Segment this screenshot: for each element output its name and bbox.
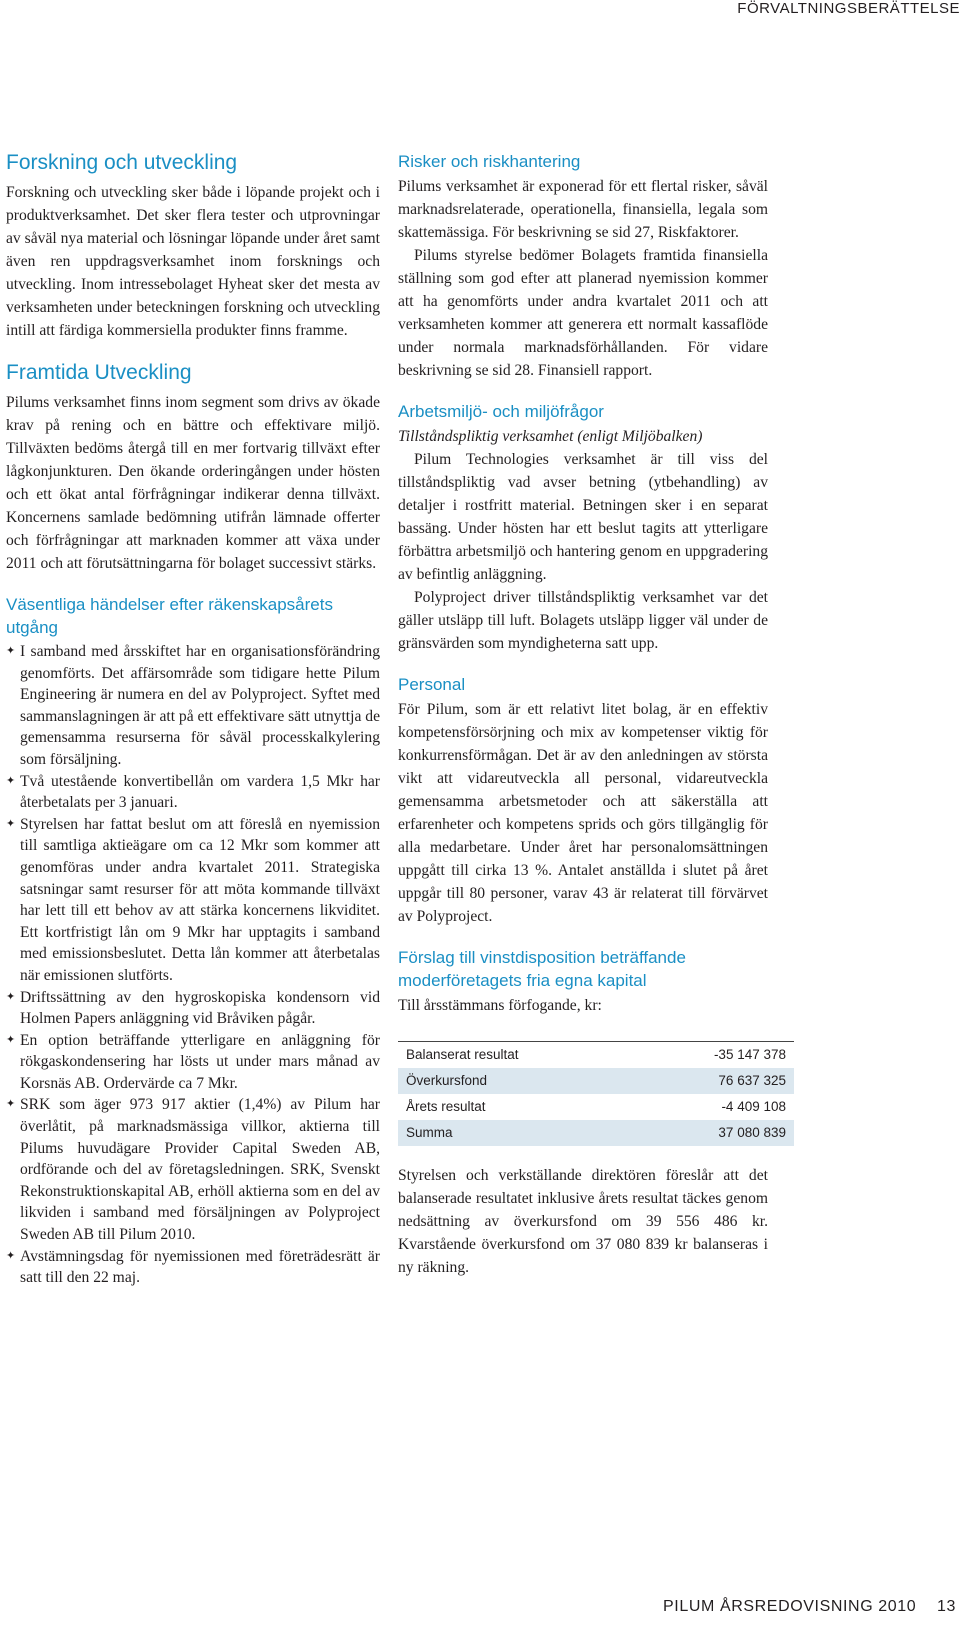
page-number: 13 <box>937 1598 956 1615</box>
table-cell-value: -35 147 378 <box>633 1042 794 1068</box>
subheading-miljo: Tillståndspliktig verksamhet (enligt Miljöbalken) <box>398 428 703 445</box>
heading-personal: Personal <box>398 675 466 694</box>
list-item: ✦ Driftssättning av den hygroskopiska kondensorn vid Holmen Papers anläggning vid Bråviken pågår. <box>6 988 380 1028</box>
heading-events: Väsentliga händelser efter räkenskapsårets utgång <box>6 595 333 637</box>
table-cell-label: Årets resultat <box>406 1099 486 1114</box>
text-risker-1: Pilums verksamhet är exponerad för ett flertal risker, såväl marknadsrelaterade, operationella, finansiella, legala som skattemässiga. För beskrivning se sid 27, Riskfaktorer. <box>398 178 768 241</box>
events-list <box>6 641 380 1289</box>
table-cell-value: -4 409 108 <box>721 1099 786 1114</box>
table-row <box>398 1068 794 1094</box>
heading-forslag: Förslag till vinstdisposition beträffande moderföretagets fria egna kapital <box>398 948 686 990</box>
bullet-icon: ✦ <box>6 817 16 830</box>
text-miljo-2: Polyproject driver tillståndspliktig verksamhet var det gäller utsläpp till luft. Bolagets utsläpp ligger väl under de gränsvärden som myndigheterna satt upp. <box>398 589 768 652</box>
text-risker-2: Pilums styrelse bedömer Bolagets framtida finansiella ställning som god efter att planerad nyemission kommer att ha genomförts under andra kvartalet 2011 och att verksamheten kommer att generera ett normalt kassaflöde under normala marknadsförhållanden. För vidare beskrivning se sid 28. Finansiell rapport. <box>398 247 768 379</box>
section-risker <box>398 150 768 382</box>
table-cell-label: Balanserat resultat <box>398 1042 633 1068</box>
table-row <box>398 1120 794 1146</box>
list-item: ✦ Avstämningsdag för nyemissionen med företrädesrätt är satt till den 22 maj. <box>6 1247 380 1287</box>
list-item: ✦ Två utestående konvertibellån om vardera 1,5 Mkr har återbetalats per 3 januari. <box>6 772 380 812</box>
section-forslag <box>398 946 786 1279</box>
list-item: ✦ Styrelsen har fattat beslut om att föreslå en nyemission till samtliga aktieägare om ca 12 Mkr som kommer att genomföras under andra kvartalet 2011. Strategiska satsningar samt resurser för att möta kommande tillväxt har lett till ett behov av att stärka koncernens likviditet. Ett kortfristigt lån om 9 Mkr har upptagits i samband med emissionsbeslutet. Detta lån kommer att återbetalas när emissionen slutförts. <box>6 815 380 984</box>
bullet-icon: ✦ <box>6 645 16 657</box>
section-framtida <box>6 360 380 575</box>
section-miljo <box>398 400 768 655</box>
table-cell-label: Överkursfond <box>398 1068 633 1094</box>
table-cell-value: 76 637 325 <box>633 1068 794 1094</box>
text-forslag-intro: Till årsstämmans förfogande, kr: <box>398 997 602 1014</box>
heading-miljo: Arbetsmiljö- och miljöfrågor <box>398 402 604 421</box>
text-personal: För Pilum, som är ett relativt litet bolag, är en effektiv kompetensförsörjning och mix av kompetenser viktig för konkurrensförmågan. Det är av den anledningen av största vikt att vidareutveckla all personal, vidareutveckla gemensamma arbetsmetoder och att säkerställa att erfarenheter och kompetens sprids och görs tillgänglig för alla medarbetare. Under året har personalomsättningen uppgått till cirka 13 %. Antalet anställda i slutet på året uppgår till 80 personer, varav 43 är relaterat till förvärvet av Polyproject. <box>398 701 768 925</box>
table-cell-value: 37 080 839 <box>633 1120 794 1146</box>
text-miljo-1: Pilum Technologies verksamhet är till viss del tillståndspliktig vad avser betning (ytbehandling) av detaljer i rostfritt material. Betningen sker i en separat bassäng. Under hösten har ett beslut tagits att ytterligare förbättra arbetsmiljö och hantering genom en uppgradering av befintlig anläggning. <box>398 451 768 583</box>
heading-forskning: Forskning och utveckling <box>6 151 238 174</box>
heading-framtida: Framtida Utveckling <box>6 361 192 384</box>
section-personal <box>398 673 768 928</box>
right-column <box>398 150 786 1279</box>
text-framtida: Pilums verksamhet finns inom segment som drivs av ökade krav på rening och en bättre och effektivare miljö. Tillväxten bedöms återgå till en mer fortvarig tillväxt efter lågkonjunkturen. Den ökande orderingången under hösten och ett ökat antal förfrågningar indikerar denna tillväxt. Koncernens samlade bedömning utifrån lämnade offerter och förfrågningar att marknaden kommer att växa under 2011 och att förutsättningarna för bolaget successivt stärks. <box>6 394 380 572</box>
text-forskning: Forskning och utveckling sker både i löpande projekt och i produktverksamhet. Det sker flera tester och utprovningar av såväl nya material och lösningar löpande under året samt även ren uppdragsverksamhet inom forsknings och utveckling. Inom intressebolaget Hyheat sker det mesta av verksamheten under beteckningen forskning och utveckling intill att färdiga kommersiella produkter finns framme. <box>6 184 380 339</box>
bullet-icon: ✦ <box>6 1249 16 1262</box>
heading-risker: Risker och riskhantering <box>398 152 581 171</box>
table-row <box>398 1042 794 1068</box>
text-forslag-closing: Styrelsen och verkställande direktören föreslår att det balanserade resultatet inklusive årets resultat täckes genom nedsättning av överkursfond om 39 556 486 kr. Kvarstående överkursfond om 37 080 839 kr balanseras i ny räkning. <box>398 1166 768 1276</box>
bullet-icon: ✦ <box>6 990 16 1003</box>
bullet-icon: ✦ <box>6 1033 16 1046</box>
footer-title: PILUM ÅRSREDOVISNING 2010 <box>663 1598 917 1615</box>
list-item: ✦ SRK som äger 973 917 aktier (1,4%) av Pilum har överlåtit, på marknadsmässiga villkor, aktierna till Pilums huvudägare Provider Capital Sweden AB, ordförande och del av företagsledningen. SRK, Svenskt Rekonstruktionskapital AB, erhöll aktierna som en del av likviden i samband med försäljningen av Polyproject Sweden AB till Pilum 2010. <box>6 1096 380 1244</box>
list-item: ✦ En option beträffande ytterligare en anläggning för rökgaskondensering har lösts ut under mars månad av Korsnäs AB. Ordervärde ca 7 Mkr. <box>6 1031 380 1092</box>
table-cell-label: Summa <box>398 1120 633 1146</box>
section-events <box>6 593 380 1289</box>
running-header: FÖRVALTNINGSBERÄTTELSE <box>737 0 960 17</box>
left-column <box>6 150 380 1289</box>
bullet-icon: ✦ <box>6 774 16 787</box>
bullet-icon: ✦ <box>6 1098 16 1111</box>
disposition-table <box>398 1041 794 1146</box>
list-item: ✦ I samband med årsskiftet har en organisationsförändring genomförts. Det affärsområde som tidigare hette Pilum Engineering är numera en del av Polyproject. Syftet med sammanslagningen är att på ett effektivare sätt utnyttja de gemensamma resurserna för såväl processkalkylering som försäljning. <box>6 643 380 768</box>
section-forskning <box>6 150 380 342</box>
table-row <box>398 1094 794 1120</box>
